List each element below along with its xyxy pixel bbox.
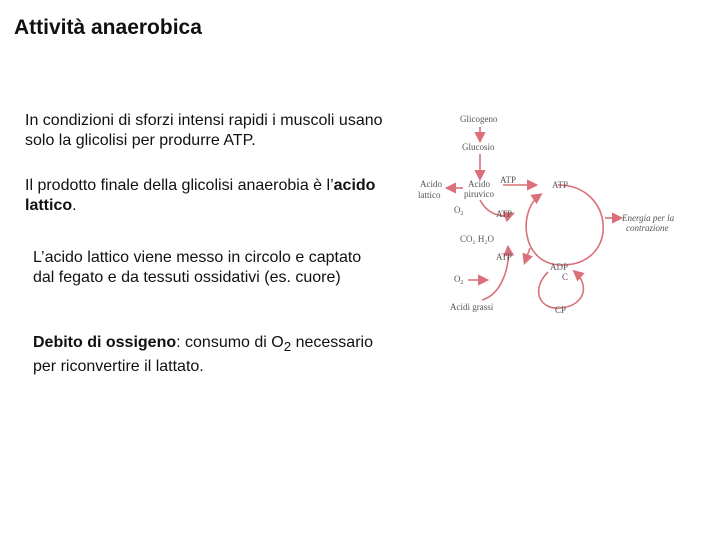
- label-cp: CP: [555, 305, 567, 315]
- o2-1-sub: 2: [460, 211, 464, 217]
- o2-2-sub: 2: [460, 280, 464, 286]
- label-lactic-1: Acido: [420, 179, 442, 189]
- arrow-adp-up: [525, 248, 530, 262]
- p2-bold-term: acido lattico: [25, 177, 376, 214]
- label-pyruvic-2: piruvico: [464, 189, 494, 199]
- paragraph-circulation: L’acido lattico viene messo in circolo e captato dal fegato e da tessuti ossidativi (es. cuore): [33, 249, 362, 286]
- label-atp-1: ATP: [500, 175, 517, 185]
- label-fatty-acids: Acidi grassi: [450, 302, 494, 312]
- atp-adp-cycle: [526, 185, 603, 265]
- label-lactic-2: lattico: [418, 190, 441, 200]
- label-adp: ADP: [550, 262, 569, 272]
- paragraph-glycolysis: In condizioni di sforzi intensi rapidi i muscoli usano solo la glicolisi per produrre ATP.: [25, 112, 383, 149]
- label-pyruvic-1: Acido: [468, 179, 490, 189]
- label-co2-h2o: CO₂ H₂O: [460, 234, 495, 244]
- paragraph-lactic-acid: [25, 176, 385, 216]
- o2-1-letter: O: [454, 205, 461, 215]
- p2-end: .: [72, 197, 77, 214]
- p4-rest: necessario per riconvertire il lattato.: [33, 334, 373, 376]
- paragraph-oxygen-debt: [33, 333, 373, 377]
- p4-bold-term: Debito di ossigeno: [33, 334, 177, 351]
- label-energy-2: contrazione: [626, 223, 669, 233]
- label-o2-2: [454, 274, 464, 286]
- p4-subscript: 2: [283, 339, 292, 355]
- label-atp-3: ATP: [496, 209, 513, 219]
- label-atp-4: ATP: [496, 252, 513, 262]
- label-c: C: [562, 272, 569, 282]
- label-energy-1: Energia per la: [622, 213, 675, 223]
- p2-text: Il prodotto finale della glicolisi anaerobia è l’: [25, 177, 334, 194]
- p4-text: : consumo di O: [176, 334, 284, 351]
- label-glycogen: Glicogeno: [460, 114, 498, 124]
- o2-2-letter: O: [454, 274, 461, 284]
- slide-title: Attività anaerobica: [14, 16, 202, 39]
- metabolism-diagram: [410, 100, 680, 325]
- label-glucose: Glucosio: [462, 142, 495, 152]
- label-atp-2: ATP: [552, 180, 569, 190]
- label-o2-1: [454, 205, 464, 217]
